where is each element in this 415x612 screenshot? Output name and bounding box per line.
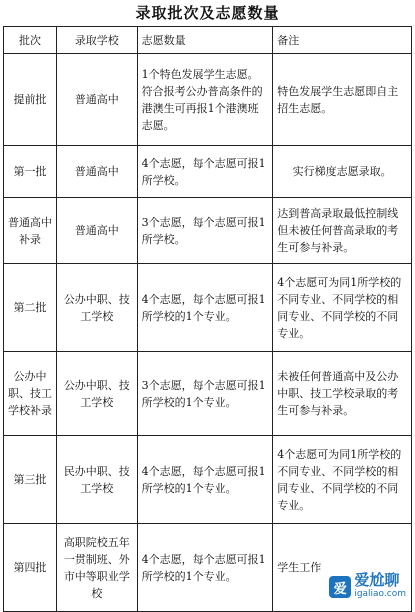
cell-school: 普通高中 <box>57 146 138 198</box>
header-note: 备注 <box>273 27 412 54</box>
cell-volunteers: 1个特色发展学生志愿。符合报考公办普高条件的港澳生可再报1个港澳班志愿。 <box>137 54 273 146</box>
cell-school: 公办中职、技工学校 <box>57 264 138 352</box>
cell-volunteers: 4个志愿，每个志愿可报1所学校的1个专业。 <box>137 524 273 612</box>
admission-batch-table <box>3 26 412 612</box>
cell-volunteers: 3个志愿，每个志愿可报1所学校的1个专业。 <box>137 352 273 436</box>
header-batch: 批次 <box>4 27 57 54</box>
table-header-row <box>4 27 412 54</box>
cell-school: 普通高中 <box>57 198 138 264</box>
cell-volunteers: 4个志愿，每个志愿可报1所学校的1个专业。 <box>137 436 273 524</box>
table-row <box>4 198 412 264</box>
cell-note: 实行梯度志愿录取。 <box>273 146 412 198</box>
cell-batch: 第三批 <box>4 436 57 524</box>
cell-batch: 第四批 <box>4 524 57 612</box>
cell-batch: 第一批 <box>4 146 57 198</box>
cell-batch: 第二批 <box>4 264 57 352</box>
cell-volunteers: 4个志愿，每个志愿可报1所学校。 <box>137 146 273 198</box>
table-row <box>4 352 412 436</box>
table-row <box>4 54 412 146</box>
cell-note: 特色发展学生志愿即自主招生志愿。 <box>273 54 412 146</box>
cell-note: 学生工作 <box>273 524 412 612</box>
cell-note: 4个志愿可为同1所学校的不同专业、不同学校的相同专业、不同学校的不同专业。 <box>273 436 412 524</box>
header-volunteers: 志愿数量 <box>137 27 273 54</box>
watermark-url: igaliao.com <box>354 587 406 601</box>
cell-school: 公办中职、技工学校 <box>57 352 138 436</box>
cell-volunteers: 3个志愿，每个志愿可报1所学校。 <box>137 198 273 264</box>
cell-batch: 公办中职、技工学校补录 <box>4 352 57 436</box>
site-watermark <box>326 572 409 602</box>
cell-batch: 普通高中补录 <box>4 198 57 264</box>
cell-school: 高职院校五年一贯制班、外市中等职业学校 <box>57 524 138 612</box>
table-row <box>4 264 412 352</box>
cell-school: 民办中职、技工学校 <box>57 436 138 524</box>
cell-batch: 提前批 <box>4 54 57 146</box>
cell-note: 4个志愿可为同1所学校的不同专业、不同学校的相同专业、不同学校的不同专业。 <box>273 264 412 352</box>
cell-volunteers: 4个志愿，每个志愿可报1所学校的1个专业。 <box>137 264 273 352</box>
table-row <box>4 436 412 524</box>
cell-note: 未被任何普通高中及公办中职、技工学校录取的考生可参与补录。 <box>273 352 412 436</box>
cell-school: 普通高中 <box>57 54 138 146</box>
header-school: 录取学校 <box>57 27 138 54</box>
table-row <box>4 146 412 198</box>
watermark-logo-icon: 爱 <box>329 576 351 598</box>
table-title: 录取批次及志愿数量 <box>0 0 415 26</box>
cell-note: 达到普高录取最低控制线但未被任何普高录取的考生可参与补录。 <box>273 198 412 264</box>
watermark-text: 爱尬聊 <box>354 573 406 587</box>
